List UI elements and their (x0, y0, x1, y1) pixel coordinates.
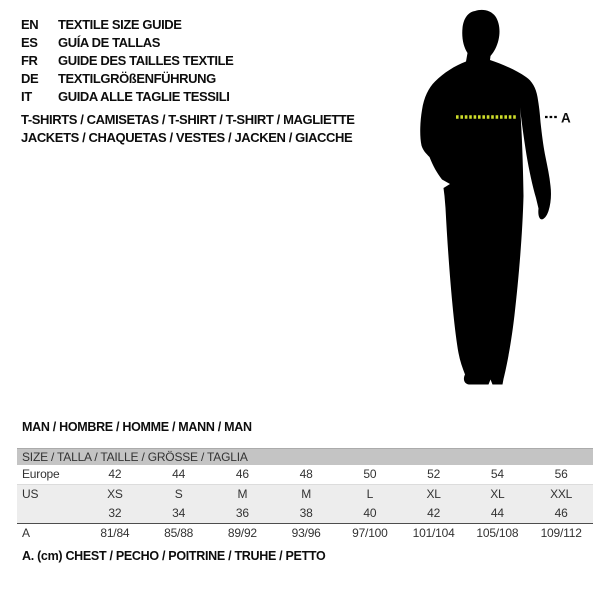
table-cell: 32 (108, 506, 122, 520)
language-title: TEXTILE SIZE GUIDE (58, 16, 182, 32)
table-cell: XL (426, 487, 441, 501)
list-item (21, 88, 233, 106)
table-cell: 93/96 (291, 526, 321, 540)
table-cell: 38 (299, 506, 313, 520)
language-guide-list (21, 15, 233, 106)
table-cell: 46 (235, 467, 249, 481)
measurement-a-label: A (561, 110, 571, 126)
language-code: FR (21, 52, 38, 68)
table-cell: 105/108 (476, 526, 519, 540)
table-cell: 44 (172, 467, 186, 481)
table-row-europe (17, 465, 593, 484)
table-cell: 101/104 (412, 526, 455, 540)
row-label (17, 504, 83, 523)
garment-category-tshirts: T-SHIRTS / CAMISETAS / T-SHIRT / T-SHIRT / MAGLIETTE (21, 112, 355, 127)
language-title: GUÍA DE TALLAS (58, 34, 161, 50)
man-silhouette (420, 10, 551, 385)
table-cell: XXL (550, 487, 573, 501)
table-cell: 56 (554, 467, 568, 481)
size-table-header: SIZE / TALLA / TAILLE / GRÖSSE / TAGLIA (17, 448, 593, 465)
row-label: US (22, 487, 39, 501)
list-item (21, 15, 233, 33)
table-cell: M (237, 487, 248, 501)
list-item (21, 70, 233, 88)
table-cell: 48 (299, 467, 313, 481)
table-row-chest-cm (17, 523, 593, 543)
language-code: IT (21, 89, 32, 105)
table-cell: 42 (427, 506, 441, 520)
table-cell: 52 (427, 467, 441, 481)
table-cell: 54 (490, 467, 504, 481)
table-cell: M (301, 487, 312, 501)
row-label: A (22, 526, 30, 540)
row-label: Europe (22, 467, 60, 481)
language-code: ES (21, 34, 38, 50)
list-item (21, 33, 233, 51)
table-cell: 97/100 (352, 526, 388, 540)
table-cell: L (366, 487, 374, 501)
language-title: GUIDA ALLE TAGLIE TESSILI (58, 89, 230, 105)
table-cell: 50 (363, 467, 377, 481)
table-cell: 89/92 (227, 526, 257, 540)
size-table (17, 448, 593, 543)
table-cell: 36 (235, 506, 249, 520)
table-cell: XL (490, 487, 505, 501)
measurement-footnote: A. (cm) CHEST / PECHO / POITRINE / TRUHE / PETTO (22, 549, 326, 563)
language-code: EN (21, 16, 39, 32)
garment-category-jackets: JACKETS / CHAQUETAS / VESTES / JACKEN / GIACCHE (21, 129, 353, 145)
table-cell: 109/112 (540, 526, 582, 540)
table-cell: 81/84 (100, 526, 130, 540)
garment-categories (21, 111, 355, 147)
table-cell: XS (107, 487, 123, 501)
language-title: GUIDE DES TAILLES TEXTILE (58, 52, 234, 68)
table-cell: 42 (108, 467, 122, 481)
table-cell: S (174, 487, 183, 501)
list-item (21, 51, 233, 69)
table-cell: 46 (554, 506, 568, 520)
table-cell: 40 (363, 506, 377, 520)
table-row-numeric (17, 504, 593, 523)
table-cell: 34 (172, 506, 186, 520)
table-cell: 85/88 (164, 526, 194, 540)
man-silhouette-figure (390, 0, 600, 420)
language-title: TEXTILGRÖßENFÜHRUNG (58, 71, 216, 87)
section-heading-man: MAN / HOMBRE / HOMME / MANN / MAN (22, 420, 252, 434)
language-code: DE (21, 71, 39, 87)
table-cell: 44 (490, 506, 504, 520)
table-row-us (17, 484, 593, 504)
